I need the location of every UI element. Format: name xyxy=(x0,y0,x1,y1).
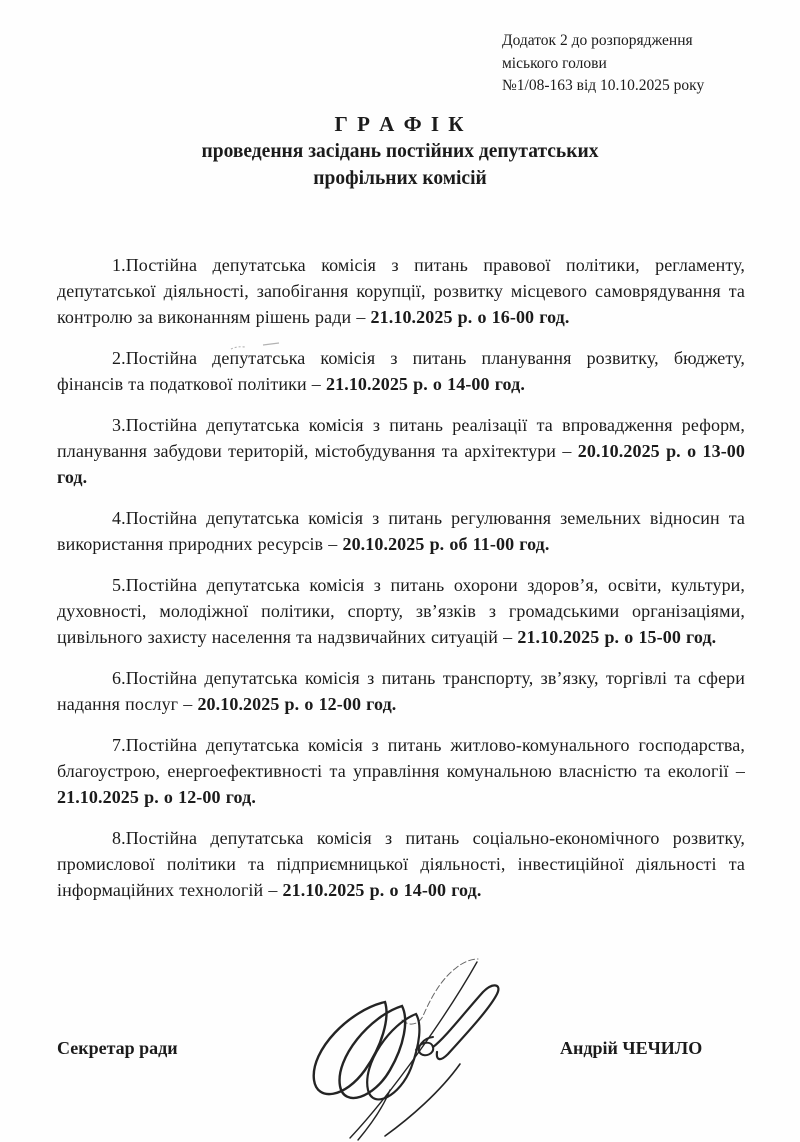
schedule-datetime: 21.10.2025 р. о 14-00 год. xyxy=(282,880,482,900)
commission-paragraph xyxy=(57,732,745,810)
schedule-datetime: 20.10.2025 р. о 12-00 год. xyxy=(197,694,397,714)
document-title xyxy=(0,110,800,192)
title-word: Г Р А Ф І К xyxy=(334,112,466,136)
commission-text: 8.Постійна депутатська комісія з питань соціально-економічного розвитку, промислової політики та підприємницької діяльності, інвестиційної діяльності та інформаційних технологій – xyxy=(57,828,745,900)
handwritten-signature xyxy=(290,940,530,1142)
footer-name-label: Андрій ЧЕЧИЛО xyxy=(560,1038,703,1058)
commission-paragraph xyxy=(57,572,745,650)
footer-role-label: Секретар ради xyxy=(57,1038,178,1058)
commission-text: 7.Постійна депутатська комісія з питань житлово-комунального господарства, благоустрою, енергоефективності та управління комунальною власністю та екології – xyxy=(57,735,745,781)
annex-line: Додаток 2 до розпорядження xyxy=(502,32,693,49)
schedule-datetime: 21.10.2025 р. о 15-00 год. xyxy=(517,627,717,647)
annex-line: №1/08-163 від 10.10.2025 року xyxy=(502,77,705,94)
commission-text: 3.Постійна депутатська комісія з питань реалізації та впровадження реформ, планування забудови територій, містобудування та архітектури – xyxy=(57,415,745,461)
commission-text: 5.Постійна депутатська комісія з питань охорони здоров’я, освіти, культури, духовності, молодіжної політики, спорту, зв’язків з громадськими організаціями, цивільного захисту населення та надзвичайних ситуацій – xyxy=(57,575,745,647)
annex-reference-block xyxy=(502,30,704,98)
title-subtitle-line: профільних комісій xyxy=(313,168,487,189)
schedule-datetime: 21.10.2025 р. о 14-00 год. xyxy=(326,374,525,394)
commission-paragraph xyxy=(57,665,745,717)
schedule-datetime: 20.10.2025 р. о 13-00 год. xyxy=(57,441,745,487)
commission-paragraph xyxy=(57,505,745,557)
title-subtitle-line: проведення засідань постійних депутатських xyxy=(201,141,599,162)
commission-paragraph xyxy=(57,412,745,490)
commission-paragraph xyxy=(57,345,745,397)
commission-text: 6.Постійна депутатська комісія з питань транспорту, зв’язку, торгівлі та сфери надання послуг – xyxy=(57,668,745,714)
schedule-datetime: 21.10.2025 р. о 16-00 год. xyxy=(370,307,570,327)
annex-line: міського голови xyxy=(502,54,607,72)
commission-text: 1.Постійна депутатська комісія з питань правової політики, регламенту, депутатської діяльності, запобігання корупції, розвитку місцевого самоврядування та контролю за виконанням рішень ради – xyxy=(57,255,745,327)
commission-text: 4.Постійна депутатська комісія з питань регулювання земельних відносин та використання природних ресурсів – xyxy=(57,508,745,554)
commission-paragraph xyxy=(57,825,745,903)
schedule-datetime: 21.10.2025 р. о 12-00 год. xyxy=(57,787,256,807)
commission-paragraph xyxy=(57,252,745,330)
schedule-datetime: 20.10.2025 р. об 11-00 год. xyxy=(342,534,550,554)
commission-text: 2.Постійна депутатська комісія з питань планування розвитку, бюджету, фінансів та податкової політики – xyxy=(57,348,745,394)
commission-schedule-list xyxy=(57,252,745,918)
